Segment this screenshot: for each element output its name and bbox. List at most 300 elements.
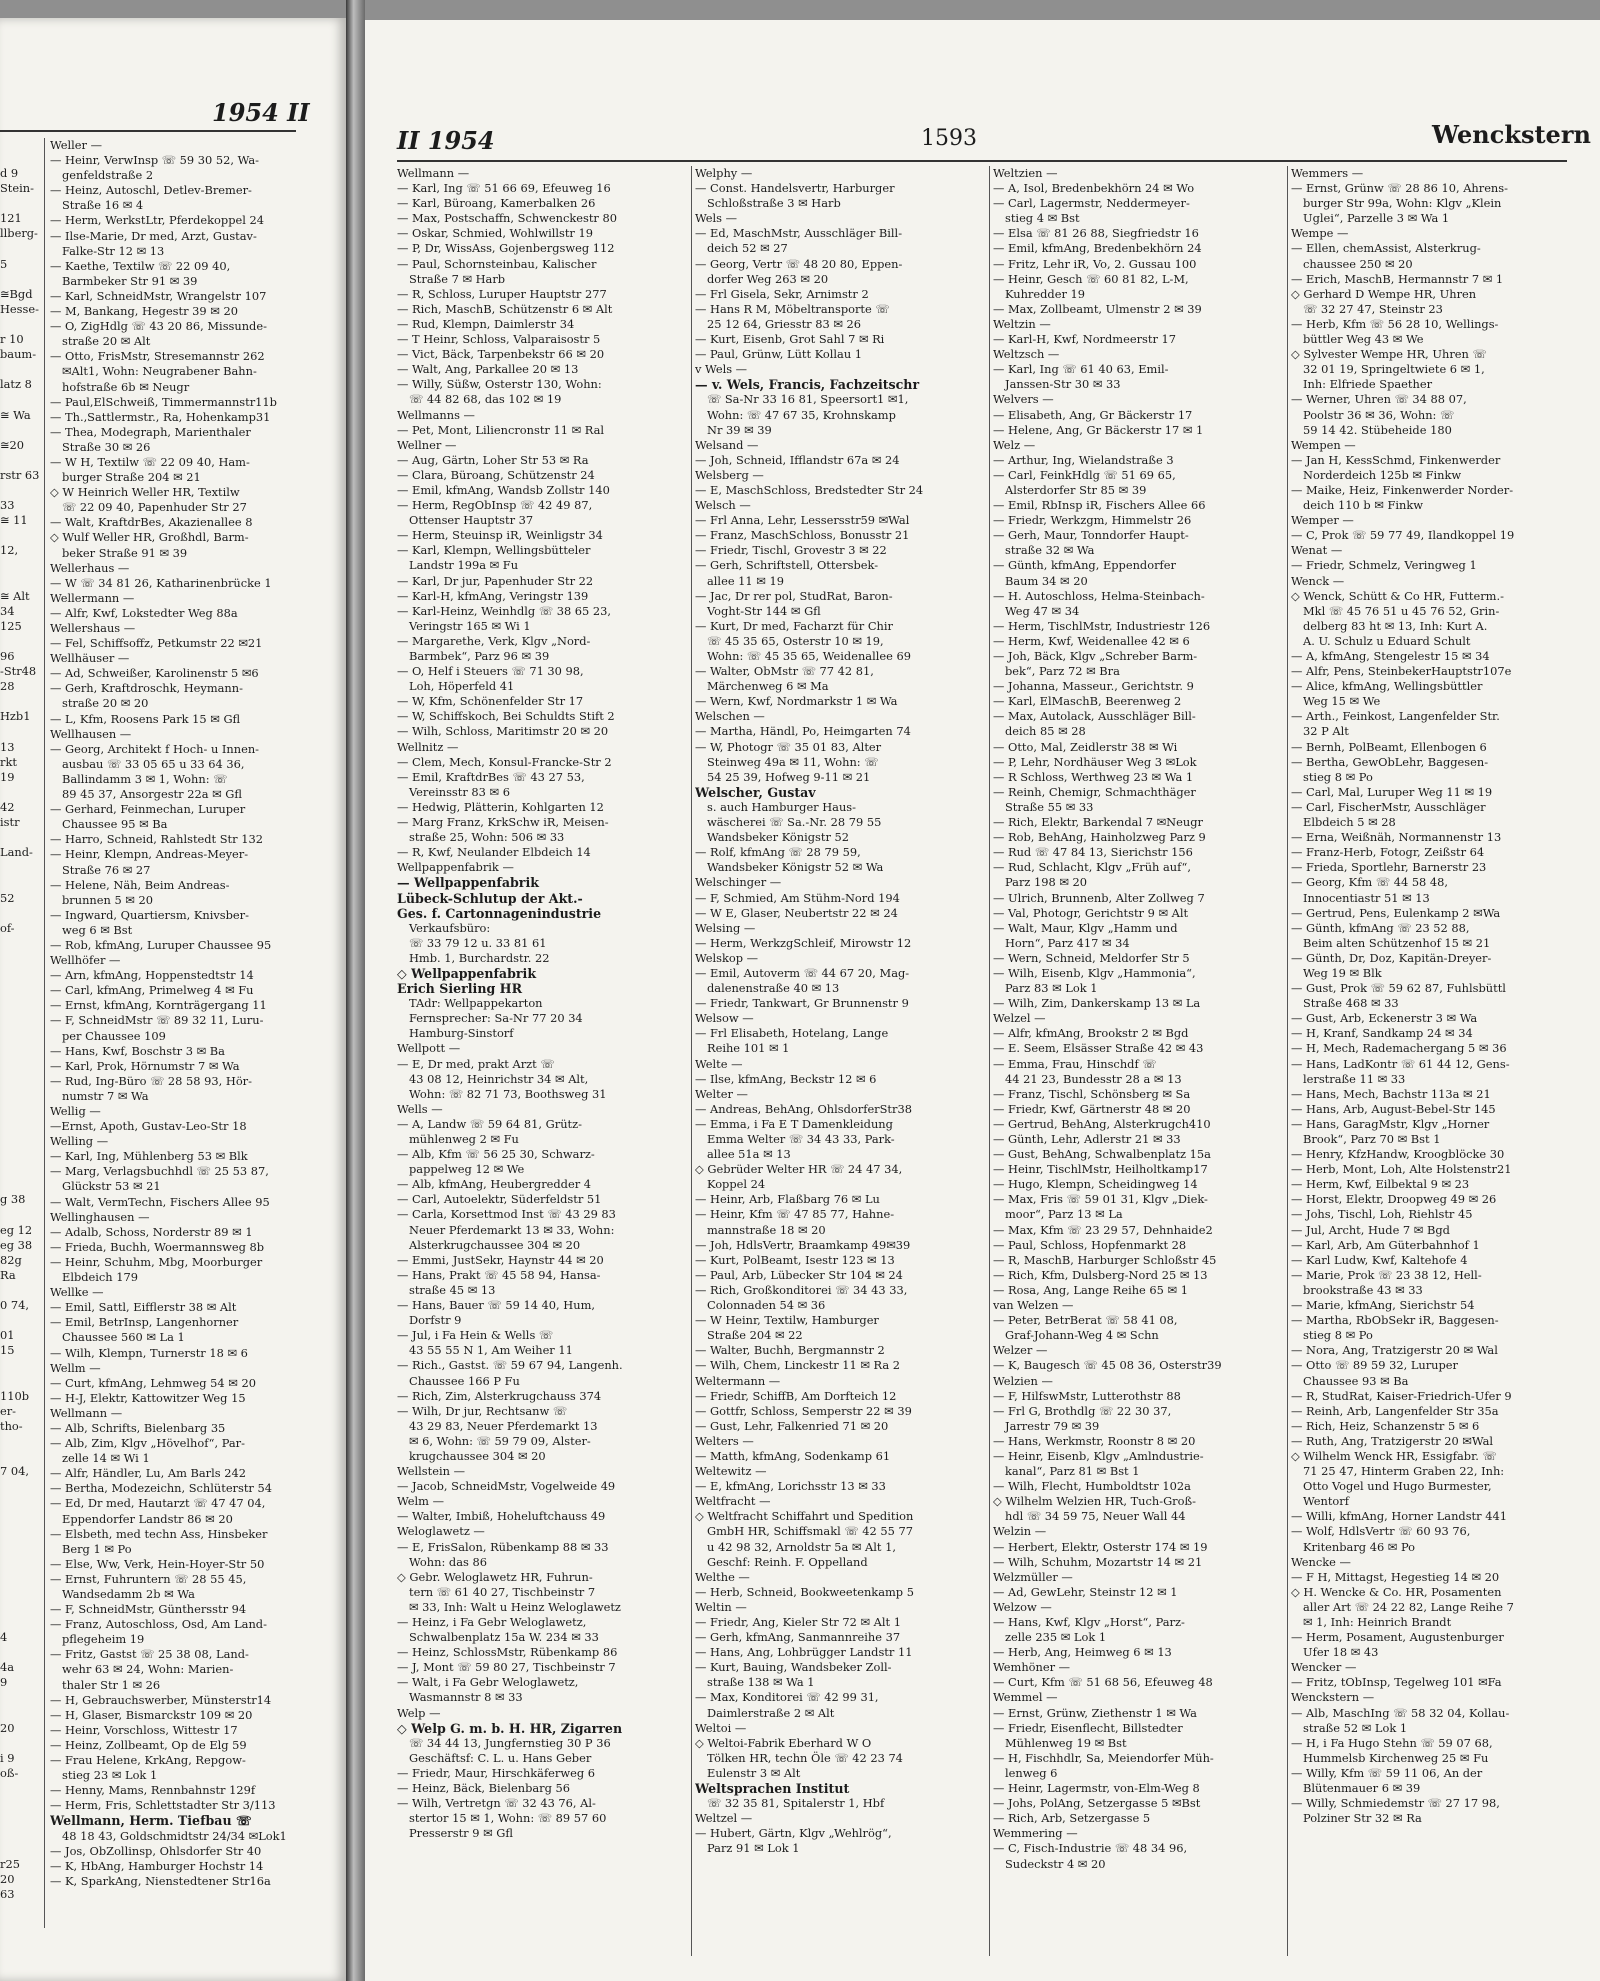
edge-fragment [0,574,42,589]
directory-line: Wellpott — [397,1041,461,1056]
right-page-header-word: Wenckstern [1432,120,1591,149]
directory-line: — Heinz, Bäck, Bielenbarg 56 [397,1781,571,1796]
edge-fragment [0,1811,42,1826]
directory-line: — W ☏ 34 81 26, Katharinenbrücke 1 [50,575,272,590]
directory-line: Welm — [397,1494,444,1509]
directory-line: Wels — [695,211,738,226]
directory-line: Welskop — [695,950,759,965]
edge-fragment: i 9 [0,1750,15,1765]
directory-line: ◇ Wilhelm Wenck HR, Essigfabr. ☏ [1291,1448,1497,1463]
directory-line: — Fel, Schiffsoffz, Petkumstr 22 ✉21 [50,636,263,651]
directory-line: Schwalbenplatz 15a W. 234 ✉ 33 [409,1630,599,1645]
directory-line: Loh, Höperfeld 41 [409,679,515,694]
directory-line: Elbdeich 5 ✉ 28 [1303,815,1396,830]
edge-fragment: 13 [0,739,15,754]
directory-line: s. auch Hamburger Haus- [707,799,857,814]
directory-line: — Maike, Heiz, Finkenwerder Norder- [1291,482,1514,497]
edge-fragment [0,1358,42,1373]
directory-line: Welz — [993,437,1036,452]
directory-line: Wohn: ☏ 45 35 65, Weidenallee 69 [707,649,911,663]
directory-line: — Friedr, Tankwart, Gr Brunnenstr 9 [695,996,909,1011]
directory-line: Wencker — [1291,1660,1357,1675]
directory-line: Welzel — [993,1011,1046,1026]
directory-line: — Paul, Schornsteinbau, Kalischer [397,256,597,271]
edge-fragment [0,1524,42,1539]
directory-line: v Wels — [695,362,748,377]
directory-line: Wemmel — [993,1690,1058,1705]
edge-fragment: Land- [0,845,33,860]
edge-fragment: ≅ Alt [0,588,30,603]
edge-fragment [0,453,42,468]
directory-line: — Wilh, Schloss, Maritimstr 20 ✉ 20 [397,724,609,739]
directory-line: — E, Dr med, prakt Arzt ☏ [397,1056,555,1071]
edge-fragment: Stein- [0,181,34,196]
directory-line: — Werner, Uhren ☏ 34 88 07, [1291,392,1467,407]
directory-line: — Wilh, Eisenb, Klgv „Hammonia“, [993,965,1196,980]
directory-line: Chaussee 560 ✉ La 1 [62,1330,185,1345]
directory-line: deich 52 ✉ 27 [707,241,788,256]
directory-line: — H. Autoschloss, Helma-Steinbach- [993,588,1205,603]
directory-line: — Ernst, Grünw, Ziethenstr 1 ✉ Wa [993,1705,1197,1720]
directory-line: — Wilh, Vertretgn ☏ 32 43 76, Al- [397,1796,596,1811]
directory-line: Blütenmauer 6 ✉ 39 [1303,1781,1421,1796]
directory-line: — Hans, GaragMstr, Klgv „Horner [1291,1116,1490,1131]
directory-line: — O, ZigHdlg ☏ 43 20 86, Missunde- [50,319,267,334]
directory-line: hdl ☏ 34 59 75, Neuer Wall 44 [1005,1509,1186,1524]
directory-line: aller Art ☏ 24 22 82, Lange Reihe 7 [1303,1599,1514,1614]
directory-line: — Rich, Elektr, Barkendal 7 ✉Neugr [993,815,1203,830]
directory-line: — Helene, Näh, Beim Andreas- [50,877,230,892]
edge-fragment [0,1600,42,1615]
directory-line: kanal“, Parz 81 ✉ Bst 1 [1005,1464,1140,1479]
directory-line: Welters — [695,1433,754,1448]
edge-fragment: ≅ 11 [0,513,28,528]
edge-fragment [0,1494,42,1509]
directory-line: — Jacob, SchneidMstr, Vogelweide 49 [397,1479,616,1494]
edge-fragment: Hesse- [0,301,39,316]
edge-fragment [0,634,42,649]
directory-line: — W, Photogr ☏ 35 01 83, Alter [695,739,882,754]
edge-fragment [0,1147,42,1162]
edge-fragment [0,1283,42,1298]
edge-fragment: 42 [0,799,15,814]
left-column-divider [44,138,45,1928]
directory-line: — Hans, Kwf, Klgv „Horst“, Parz- [993,1615,1185,1629]
directory-line: Straße 7 ✉ Harb [409,271,506,286]
directory-line: burger Str 99a, Wohn: Klgv „Klein [1303,196,1502,211]
directory-line: tern ☏ 61 40 27, Tischbeinstr 7 [409,1584,596,1599]
directory-line: — W H, Textilw ☏ 22 09 40, Ham- [50,454,250,469]
directory-line: — Karl, Prok, Hörnumstr 7 ✉ Wa [50,1058,240,1073]
directory-line: — Alfr, Kwf, Lokstedter Weg 88a [50,605,238,620]
directory-line: Geschf: Reinh. F. Oppelland [707,1554,868,1569]
directory-line: — Karl, Arb, Am Güterbahnhof 1 [1291,1237,1480,1252]
directory-line: — Carl, FeinkHdlg ☏ 51 69 65, [993,467,1176,482]
edge-fragment: baum- [0,347,37,362]
directory-line: — Hans, Kwf, Boschstr 3 ✉ Ba [50,1043,225,1058]
directory-line: Wellig — [50,1104,101,1118]
book-gutter [346,0,365,1981]
directory-line: genfeldstraße 2 [62,168,154,183]
left-column [50,138,300,1889]
edge-fragment: r 10 [0,332,24,347]
edge-fragment [0,272,42,287]
directory-line: — H, Gebrauchswerber, Münsterstr14 [50,1692,272,1707]
directory-line: ◇ H. Wencke & Co. HR, Posamenten [1291,1584,1502,1599]
directory-line: 59 14 42. Stübeheide 180 [1303,422,1452,437]
directory-line: Barmbek“, Parz 96 ✉ 39 [409,649,550,663]
directory-line: Wencke — [1291,1554,1351,1569]
directory-line: — Arn, kfmAng, Hoppenstedtstr 14 [50,968,254,983]
directory-line: Uglei“, Parzelle 3 ✉ Wa 1 [1303,211,1450,226]
directory-line: — Hans R M, Möbeltransporte ☏ [695,301,890,316]
directory-line: Horn“, Parz 417 ✉ 34 [1005,935,1130,950]
directory-line: bek“, Parz 72 ✉ Bra [1005,664,1120,679]
directory-line: Weloglawetz — [397,1524,485,1539]
edge-fragment [0,1736,42,1751]
directory-line: — Const. Handelsvertr, Harburger [695,181,895,196]
directory-line: — K, SparkAng, Nienstedtener Str16a [50,1873,271,1888]
directory-line: ☏ 45 35 65, Osterstr 10 ✉ 19, [707,633,884,648]
edge-fragment [0,1026,42,1041]
directory-line: 89 45 37, Ansorgestr 22a ✉ Gfl [62,787,242,802]
directory-line: Weltin — [695,1599,747,1614]
directory-line: ☏ 22 09 40, Papenhuder Str 27 [62,500,247,515]
directory-line: krugchaussee 304 ✉ 20 [409,1448,546,1463]
directory-line: — C, Prok ☏ 59 77 49, Ilandkoppel 19 [1291,528,1515,543]
directory-line: — Herb, Ang, Heimweg 6 ✉ 13 [993,1645,1172,1660]
directory-line: — Erna, Weißnäh, Normannenstr 13 [1291,830,1502,845]
directory-line: Neuer Pferdemarkt 13 ✉ 33, Wohn: [409,1222,615,1237]
right-page-header-left: II 1954 [397,126,495,155]
directory-line: — Gerh, Maur, Tonndorfer Haupt- [993,528,1189,543]
directory-line: Eppendorfer Landstr 86 ✉ 20 [62,1511,233,1526]
directory-line: — H, Glaser, Bismarckstr 109 ✉ 20 [50,1707,253,1722]
directory-line: — Wern, Schneid, Meldorfer Str 5 [993,950,1190,965]
directory-line: — Peter, BetrBerat ☏ 58 41 08, [993,1313,1178,1328]
directory-line: Wohn: ☏ 82 71 73, Boothsweg 31 [409,1086,607,1101]
directory-line: — Ernst, kfmAng, Kornträgergang 11 [50,998,267,1013]
directory-line: — K, HbAng, Hamburger Hochstr 14 [50,1858,264,1873]
directory-line: — Marie, kfmAng, Sierichstr 54 [1291,1298,1475,1313]
directory-line: — Gust, Prok ☏ 59 62 87, Fuhlsbüttl [1291,981,1506,996]
directory-line: — Th.,Sattlermstr., Ra, Hohenkamp31 [50,409,271,424]
directory-line: Straße 55 ✉ 33 [1005,799,1094,814]
directory-line: — Bertha, Modezeichn, Schlüterstr 54 [50,1481,272,1496]
directory-line: — Rud ☏ 47 84 13, Sierichstr 156 [993,845,1193,860]
directory-line: — Rolf, kfmAng ☏ 28 79 59, [695,845,861,860]
directory-line: Chaussee 95 ✉ Ba [62,817,168,832]
directory-line: deich 85 ✉ 28 [1005,724,1086,739]
directory-line: — Horst, Elektr, Droopweg 49 ✉ 26 [1291,1192,1497,1207]
directory-line: Welsing — [695,920,756,935]
right-column-4 [1291,166,1581,1826]
directory-line: weg 6 ✉ Bst [62,922,133,937]
directory-line: — Gerh, Kraftdroschk, Heymann- [50,681,243,696]
directory-line: — Curt, Kfm ☏ 51 68 56, Efeuweg 48 [993,1675,1213,1690]
directory-line: — Wilh, Flecht, Humboldtstr 102a [993,1479,1191,1494]
directory-line: brookstraße 43 ✉ 33 [1303,1282,1423,1297]
right-column-divider-3 [1287,166,1288,1956]
directory-line: — Gertrud, BehAng, Alsterkrugch410 [993,1116,1211,1131]
directory-line: Poolstr 36 ✉ 36, Wohn: ☏ [1303,407,1455,422]
directory-line: — Kaethe, Textilw ☏ 22 09 40, [50,258,231,273]
directory-line: — Elisabeth, Ang, Gr Bäckerstr 17 [993,407,1193,422]
directory-line: — Carl, FischerMstr, Ausschläger [1291,799,1486,814]
directory-line: — Heinr, Vorschloss, Wittestr 17 [50,1722,238,1737]
directory-line: — Walt, VermTechn, Fischers Allee 95 [50,1194,270,1209]
edge-fragment [0,875,42,890]
directory-line: — Heinr, Schuhm, Mbg, Moorburger [50,1254,263,1269]
directory-line: — Kurt, Eisenb, Grot Sahl 7 ✉ Ri [695,332,885,347]
directory-line: ☏ 32 35 81, Spitalerstr 1, Hbf [707,1796,885,1811]
directory-line: Fernsprecher: Sa-Nr 77 20 34 [409,1011,583,1026]
directory-line: — Elsa ☏ 81 26 88, Siegfriedstr 16 [993,226,1199,241]
directory-line: Wandsedamm 2b ✉ Wa [62,1587,195,1601]
directory-line: — Walter, Imbiß, Hoheluftchauss 49 [397,1509,606,1524]
edge-fragment [0,1796,42,1811]
directory-line: Weltzel — [695,1811,753,1826]
directory-line: stieg 8 ✉ Po [1303,1328,1373,1343]
directory-line: Weltzien — [993,166,1058,180]
directory-line: — Arthur, Ing, Wielandstraße 3 [993,452,1174,467]
directory-line: ◇ Wilhelm Welzien HR, Tuch-Groß- [993,1494,1196,1509]
left-page [0,18,346,1981]
directory-line: Vereinsstr 83 ✉ 6 [409,784,510,799]
edge-fragment: 4 [0,1630,8,1645]
directory-line: Wellner — [397,437,457,452]
directory-line: Straße 468 ✉ 33 [1303,996,1399,1011]
directory-line: — Gust, Arb, Eckenerstr 3 ✉ Wa [1291,1011,1478,1026]
directory-line: — Karl, Ing ☏ 61 40 63, Emil- [993,362,1169,377]
edge-fragment: 34 [0,603,15,618]
directory-line: — Paul,ElSchweiß, Timmermannstr11b [50,394,277,409]
directory-line: Wellermann — [50,590,135,605]
directory-line: — Heinz, i Fa Gebr Weloglawetz, [397,1615,587,1629]
directory-line: — F H, Mittagst, Hegestieg 14 ✉ 20 [1291,1569,1500,1584]
directory-line: — F, HilfswMstr, Lutterothstr 88 [993,1388,1181,1403]
directory-line: — Val, Photogr, Gerichtstr 9 ✉ Alt [993,905,1189,920]
right-header-rule [397,160,1567,162]
directory-line: Welzow — [993,1599,1052,1614]
directory-line: — Frl Anna, Lehr, Lessersstr59 ✉Wal [695,513,910,528]
edge-fragment [0,483,42,498]
directory-line: Welte — [695,1056,743,1071]
directory-line: Otto Vogel und Hugo Burmester, [1303,1479,1492,1494]
directory-line: Wenat — [1291,543,1343,558]
edge-fragment: 52 [0,890,15,905]
directory-line: — A, Landw ☏ 59 64 81, Grütz- [397,1116,582,1131]
directory-line: Parz 198 ✉ 20 [1005,875,1088,890]
edge-fragment [0,1057,42,1072]
directory-line: — Hans, Bauer ☏ 59 14 40, Hum, [397,1298,595,1313]
directory-line: Straße 16 ✉ 4 [62,198,144,213]
directory-line: ◇ Gerhard D Wempe HR, Uhren [1291,286,1477,301]
directory-line: Daimlerstraße 2 ✉ Alt [707,1705,835,1720]
directory-line: ☏ 32 27 47, Steinstr 23 [1303,301,1443,316]
directory-line: — Emma, Frau, Hinschdf ☏ [993,1056,1157,1071]
directory-line: Glückstr 53 ✉ 21 [62,1179,161,1194]
directory-line: Weltfracht — [695,1494,771,1509]
directory-line: — Herm, Steuinsp iR, Weinligstr 34 [397,528,603,543]
directory-line: — Emma, i Fa E T Damenkleidung [695,1116,893,1131]
directory-line: — Curt, kfmAng, Lehmweg 54 ✉ 20 [50,1375,256,1390]
directory-line: — Karl, Ing, Mühlenberg 53 ✉ Blk [50,1149,248,1164]
directory-line: mühlenweg 2 ✉ Fu [409,1132,519,1146]
edge-fragment [0,1781,42,1796]
directory-line: Wasmannstr 8 ✉ 33 [409,1690,523,1705]
edge-fragment: 9 [0,1675,8,1690]
directory-line: — Gerh, Schriftstell, Ottersbek- [695,558,879,573]
right-column-divider-2 [989,166,990,1956]
edge-fragment: latz 8 [0,377,32,392]
directory-line: — Franz, Tischl, Schönsberg ✉ Sa [993,1086,1191,1101]
edge-fragment: r25 [0,1856,20,1871]
directory-line: Wemmering — [993,1826,1078,1841]
directory-line: — Jac, Dr rer pol, StudRat, Baron- [695,588,893,603]
directory-line: 43 08 12, Heinrichstr 34 ✉ Alt, [409,1071,589,1086]
directory-line: — Rich, Zim, Alsterkrugchauss 374 [397,1388,602,1403]
directory-line: — Emil, kfmAng, Wandsb Zollstr 140 [397,482,610,497]
directory-line: Weltsprachen Institut [695,1781,850,1797]
edge-fragment: rkt [0,754,17,769]
directory-line: — Adalb, Schoss, Norderstr 89 ✉ 1 [50,1224,253,1239]
directory-line: Weltzsch — [993,347,1060,362]
directory-line: Wellstein — [397,1464,465,1479]
directory-line: burger Straße 204 ✉ 21 [62,470,201,485]
directory-line: Colonnaden 54 ✉ 36 [707,1298,826,1313]
edge-fragment: 0 74, [0,1298,29,1313]
edge-fragment [0,981,42,996]
directory-line: — H-J, Elektr, Kattowitzer Weg 15 [50,1390,246,1405]
directory-line: stieg 23 ✉ Lok 1 [62,1768,158,1783]
directory-line: Parz 91 ✉ Lok 1 [707,1841,800,1856]
directory-line: — Willi, kfmAng, Horner Landstr 441 [1291,1509,1507,1524]
directory-line: Parz 83 ✉ Lok 1 [1005,981,1098,996]
edge-fragment [0,1374,42,1389]
directory-line: — Else, Ww, Verk, Hein-Hoyer-Str 50 [50,1556,265,1571]
edge-fragment [0,830,42,845]
directory-line: Erich Sierling HR [397,981,523,997]
page-number: 1593 [921,126,977,151]
directory-line: — Heinr, VerwInsp ☏ 59 30 52, Wa- [50,153,259,168]
directory-line: — Georg, Kfm ☏ 44 58 48, [1291,875,1449,890]
directory-line: — Johanna, Masseur., Gerichtstr. 9 [993,679,1194,694]
directory-line: — Frl G, Brothdlg ☏ 22 30 37, [993,1403,1172,1418]
directory-line: — Martha, Händl, Po, Heimgarten 74 [695,724,911,739]
directory-line: — Karl-H, kfmAng, Veringstr 139 [397,588,589,603]
directory-line: — Herm, WerkstLtr, Pferdekoppel 24 [50,213,264,228]
directory-line: — Herm, Kwf, Eilbektal 9 ✉ 23 [1291,1177,1470,1192]
directory-line: Geschäftsf: C. L. u. Hans Geber [409,1750,592,1765]
directory-line: — Hans, Arb, August-Bebel-Str 145 [1291,1101,1496,1116]
directory-line: Falke-Str 12 ✉ 13 [62,243,165,258]
directory-line: — Karl Ludw, Kwf, Kaltehofe 4 [1291,1252,1468,1267]
directory-line: Wandsbeker Königstr 52 [707,830,850,845]
directory-line: Wenckstern — [1291,1690,1375,1705]
directory-line: wehr 63 ✉ 24, Wohn: Marien- [62,1662,234,1677]
directory-line: — Friedr, Werkzgm, Himmelstr 26 [993,513,1192,528]
directory-line: Weg 15 ✉ We [1303,694,1381,709]
directory-line: Weltewitz — [695,1464,767,1479]
edge-fragment [0,528,42,543]
edge-fragment: 125 [0,618,22,633]
directory-line: Wellhöfer — [50,953,121,968]
directory-line: Wellnitz — [397,739,459,754]
edge-fragment [0,966,42,981]
directory-line: — Kurt, Bauing, Wandsbeker Zoll- [695,1660,892,1675]
directory-line: — Franz-Herb, Fotogr, Zeißstr 64 [1291,845,1485,860]
directory-line: — Karl, ElMaschB, Beerenweg 2 [993,694,1182,709]
edge-fragment [0,1540,42,1555]
directory-line: Hummelsb Kirchenweg 25 ✉ Fu [1303,1750,1489,1765]
directory-line: — Emil, kfmAng, Bredenbekhörn 24 [993,241,1202,256]
directory-line: — Ernst, Fuhruntern ☏ 28 55 45, [50,1571,247,1586]
directory-line: Welzien — [993,1373,1053,1388]
directory-line: Mkl ☏ 45 76 51 u 45 76 52, Grin- [1303,603,1500,618]
directory-line: u 42 98 32, Arnoldstr 5a ✉ Alt 1, [707,1539,896,1554]
directory-line: — E, MaschSchloss, Bredstedter Str 24 [695,482,924,497]
edge-fragment [0,1509,42,1524]
edge-fragment [0,1706,42,1721]
edge-fragment [0,694,42,709]
directory-line: Ballindamm 3 ✉ 1, Wohn: ☏ [62,771,228,786]
directory-line: — Alb, Schrifts, Bielenbarg 35 [50,1420,226,1435]
directory-line: — Joh, Schneid, Ifflandstr 67a ✉ 24 [695,452,900,467]
directory-line: straße 25, Wohn: 506 ✉ 33 [409,830,565,845]
directory-line: straße 45 ✉ 13 [409,1282,496,1297]
directory-line: — Johs, PolAng, Setzergasse 5 ✉Bst [993,1796,1201,1811]
directory-line: — Marg, Verlagsbuchhdl ☏ 25 53 87, [50,1164,269,1179]
edge-fragment [0,1072,42,1087]
directory-line: Eulenstr 3 ✉ Alt [707,1765,801,1780]
edge-fragment: 96 [0,649,15,663]
edge-fragment: llberg- [0,226,38,241]
directory-line: dorfer Weg 263 ✉ 20 [707,271,829,286]
directory-line: thaler Str 1 ✉ 26 [62,1677,161,1692]
directory-line: — Rob, BehAng, Hainholzweg Parz 9 [993,830,1206,845]
edge-fragment: er- [0,1403,17,1418]
directory-line: — R, StudRat, Kaiser-Friedrich-Ufer 9 [1291,1388,1512,1403]
directory-line: — Friedr, Eisenflecht, Billstedter [993,1720,1183,1735]
directory-line: Wenck — [1291,573,1345,588]
directory-line: Wells — [397,1101,443,1116]
edge-fragment: eg 12 [0,1222,33,1237]
directory-line: chaussee 250 ✉ 20 [1303,256,1413,271]
directory-line: — Otto, FrisMstr, Stresemannstr 262 [50,349,265,364]
directory-line: — Frl Elisabeth, Hotelang, Lange [695,1026,889,1041]
directory-line: — Herm, TischlMstr, Industriestr 126 [993,618,1211,633]
directory-line: ☏ Sa-Nr 33 16 81, Speersort1 ✉1, [707,392,909,407]
directory-line: — Günth, kfmAng, Eppendorfer [993,558,1176,573]
edge-fragment [0,785,42,800]
directory-line: — Aug, Gärtn, Loher Str 53 ✉ Ra [397,452,589,467]
directory-line: 48 18 43, Goldschmidtstr 24/34 ✉Lok1 [62,1828,287,1843]
edge-fragment: rstr 63 [0,467,40,482]
right-column-3 [993,166,1283,1872]
edge-fragment: -Str48 [0,664,37,679]
directory-line: — Friedr, Schmelz, Veringweg 1 [1291,558,1477,573]
directory-line: — Marie, Prok ☏ 23 38 12, Hell- [1291,1267,1482,1282]
directory-line: — M, Bankang, Hegestr 39 ✉ 20 [50,304,238,319]
edge-fragment [0,724,42,739]
directory-line: — Ellen, chemAssist, Alsterkrug- [1291,241,1481,256]
directory-line: — Jan H, KessSchmd, Finkenwerder [1291,452,1501,467]
edge-fragment [0,1041,42,1056]
right-column-2 [695,166,985,1857]
directory-line: Wellm — [50,1360,101,1375]
edge-fragment [0,317,42,332]
